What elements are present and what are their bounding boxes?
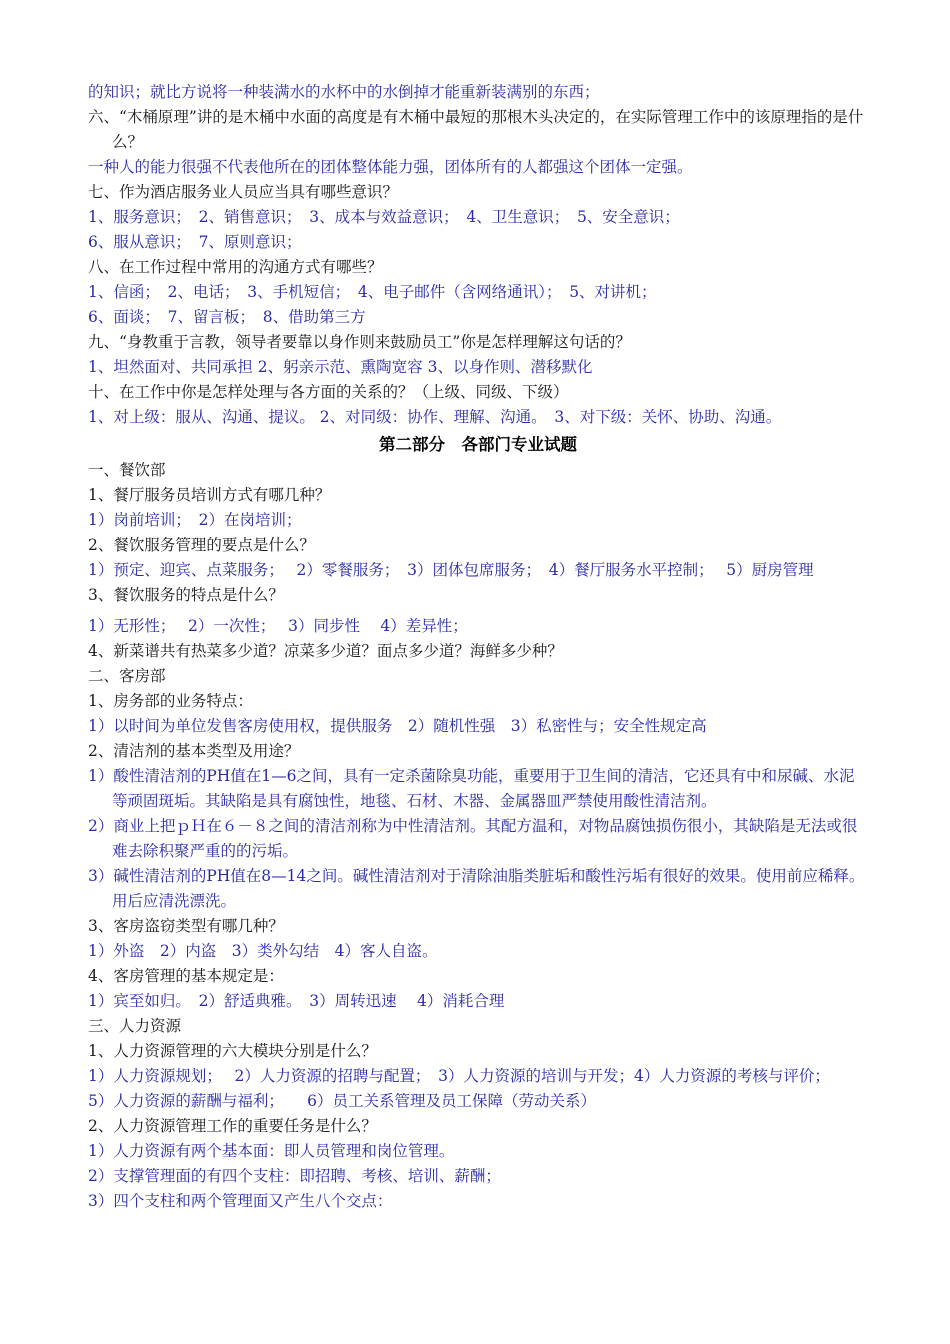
question-line: 2、餐饮服务管理的要点是什么？ [88,536,315,554]
document-page [88,80,868,1214]
question-line: 2、人力资源管理工作的重要任务是什么？ [88,1117,377,1135]
department-heading: 一、餐饮部 [88,461,166,479]
answer-line: 1）人力资源规划； 2）人力资源的招聘与配置； 3）人力资源的培训与开发；4）人力资源的考核与评价； [88,1067,830,1085]
question-line: 六、“木桶原理”讲的是木桶中水面的高度是有木桶中最短的那根木头决定的，在实际管理工作中的该原理指的是什么？ [88,108,864,151]
answer-line: 1、服务意识； 2、销售意识； 3、成本与效益意识； 4、卫生意识； 5、安全意识； [88,208,680,226]
answer-line: 6、服从意识； 7、原则意识； [88,233,302,251]
answer-line: 3）四个支柱和两个管理面又产生八个交点： [88,1192,393,1210]
answer-line: 1）人力资源有两个基本面：即人员管理和岗位管理。 [88,1142,455,1160]
question-line: 1、人力资源管理的六大模块分别是什么？ [88,1042,377,1060]
department-heading: 二、客房部 [88,667,166,685]
question-line: 3、餐饮服务的特点是什么？ [88,586,284,604]
answer-line: 1）外盗 2）内盗 3）类外勾结 4）客人自盗。 [88,942,438,960]
section-title: 第二部分 各部门专业试题 [379,435,577,454]
answer-line: 1、信函； 2、电话； 3、手机短信； 4、电子邮件（含网络通讯）； 5、对讲机； [88,283,657,301]
answer-line: 1）岗前培训； 2）在岗培训； [88,511,302,529]
answer-line: 2）支撑管理面的有四个支柱：即招聘、考核、培训、薪酬； [88,1167,501,1185]
question-line: 十、在工作中你是怎样处理与各方面的关系的？（上级、同级、下级） [88,383,569,401]
answer-line: 5）人力资源的薪酬与福利； 6）员工关系管理及员工保障（劳动关系） [88,1092,596,1110]
answer-line: 6、面谈； 7、留言板； 8、借助第三方 [88,308,366,326]
answer-line: 1）预定、迎宾、点菜服务； 2）零餐服务； 3）团体包席服务； 4）餐厅服务水平控制； 5）厨房管理 [88,561,814,579]
text-line: 的知识；就比方说将一种装满水的水杯中的水倒掉才能重新装满别的东西； [88,83,600,101]
question-line: 七、作为酒店服务业人员应当具有哪些意识？ [88,183,399,201]
question-line: 2、清洁剂的基本类型及用途？ [88,742,300,760]
question-line: 八、在工作过程中常用的沟通方式有哪些？ [88,258,383,276]
answer-line: 1）以时间为单位发售客房使用权，提供服务 2）随机性强 3）私密性与；安全性规定高 [88,717,707,735]
answer-line: 1）宾至如归。 2）舒适典雅。 3）周转迅速 4）消耗合理 [88,992,505,1010]
department-heading: 三、人力资源 [88,1017,182,1035]
answer-line: 1、对上级：服从、沟通、提议。 2、对同级：协作、理解、沟通。 3、对下级：关怀、协助、沟通。 [88,408,782,426]
answer-line: 1）酸性清洁剂的PH值在1—6之间，具有一定杀菌除臭功能，重要用于卫生间的清洁，它还具有中和尿碱、水泥等顽固斑垢。其缺陷是具有腐蚀性，地毯、石材、木器、金属器皿严禁使用酸性清洁剂。 [88,767,855,810]
answer-line: 1）无形性； 2）一次性； 3）同步性 4）差异性； [88,617,468,635]
question-line: 3、客房盗窃类型有哪几种？ [88,917,284,935]
answer-line: 1、坦然面对、共同承担 2、躬亲示范、熏陶宽容 3、以身作则、潜移默化 [88,358,593,376]
answer-line: 一种人的能力很强不代表他所在的团体整体能力强，团体所有的人都强这个团体一定强。 [88,158,693,176]
question-line: 九、“身教重于言教，领导者要靠以身作则来鼓励员工”你是怎样理解这句话的？ [88,333,631,351]
part-two [88,458,868,1214]
answer-line: 2）商业上把ｐＨ在６－８之间的清洁剂称为中性清洁剂。其配方温和，对物品腐蚀损伤很小，其缺陷是无法或很难去除积聚严重的的污垢。 [88,817,858,860]
question-line: 4、客房管理的基本规定是： [88,967,284,985]
question-line: 1、餐厅服务员培训方式有哪几种？ [88,486,331,504]
question-line: 1、房务部的业务特点： [88,692,253,710]
part-one-tail [88,80,868,430]
question-line: 4、新菜谱共有热菜多少道？凉菜多少道？面点多少道？海鲜多少种？ [88,642,563,660]
answer-line: 3）碱性清洁剂的PH值在8—14之间。碱性清洁剂对于清除油脂类脏垢和酸性污垢有很好的效果。使用前应稀释。用后应清洗漂洗。 [88,867,865,910]
